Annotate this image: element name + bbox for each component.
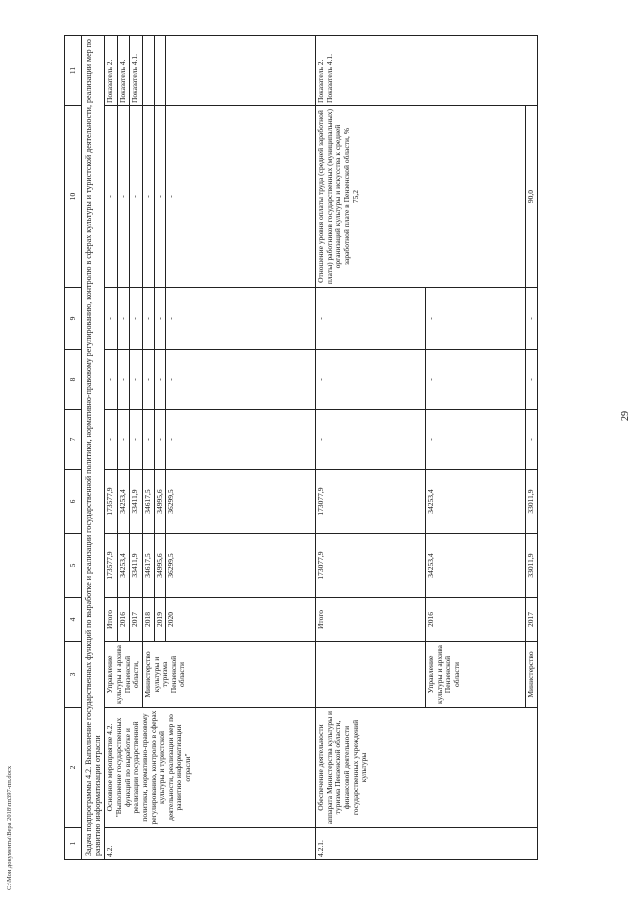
col-header: 7 [65,410,82,470]
year-cell: 2019 [154,598,166,642]
table-row [105,36,118,860]
row-number: 4.2. [105,828,316,860]
rotated-table-sheet [64,36,618,860]
year-cell: 2017 [526,598,538,642]
value-cell: - [154,350,166,410]
task-title: Задача подпрограммы 4.2. Выполнение государственных функций по выработке и реализации государственной политики, нормативно-правовому регулированию, контролю в сферах культуры и туристской деятельности, реализации мер по развитию информатизации отрасли [82,36,105,860]
value-cell: 34995,6 [154,534,166,598]
value-cell: - [426,288,526,350]
indicator-cell: - [166,106,316,288]
indicator-ref [166,36,316,106]
value-cell: 34253,4 [426,534,526,598]
executor: Министерство культуры и туризма Пензенской области [142,642,315,708]
program-table [64,35,538,860]
col-header: 4 [65,598,82,642]
indicator-cell [316,106,526,288]
file-path-footer: С:\Мои документы\Вера 2018\пп397-пп.docx [6,765,13,890]
column-number-row [65,36,82,860]
col-header: 10 [65,106,82,288]
indicator-ref: Показатель 2. [105,36,118,106]
value-cell: - [166,288,316,350]
value-cell: - [426,350,526,410]
year-cell: Итого [105,598,118,642]
indicator-value: 90,0 [526,106,538,288]
indicator-ref: Показатель 4. [117,36,130,106]
indicator-cell: - [154,106,166,288]
executor [316,642,426,708]
row-number: 4.2.1. [316,828,538,860]
col-header: 3 [65,642,82,708]
value-cell: - [166,350,316,410]
table-row [316,36,426,860]
year-cell: Итого [316,598,426,642]
value-cell: - [117,288,130,350]
executor: Министерство [526,642,538,708]
col-header: 2 [65,708,82,828]
year-cell: 2018 [142,598,154,642]
value-cell: - [105,288,118,350]
value-cell: 34253,4 [426,470,526,534]
indicator-ref: Показатель 2. Показатель 4.1. [316,36,538,106]
col-header: 5 [65,534,82,598]
indicator-ref [142,36,154,106]
value-cell: 34617,5 [142,470,154,534]
value-cell: - [526,288,538,350]
value-cell: 33411,9 [130,534,143,598]
value-cell: - [316,288,426,350]
value-cell: - [130,410,143,470]
year-cell: 2016 [117,598,130,642]
value-cell: - [117,350,130,410]
value-cell: 33411,9 [130,470,143,534]
indicator-value: 75,2 [350,189,360,204]
value-cell: - [316,410,426,470]
value-cell: 173077,9 [316,470,426,534]
col-header: 8 [65,350,82,410]
indicator-cell: - [105,106,118,288]
value-cell: 34253,4 [117,534,130,598]
col-header: 6 [65,470,82,534]
indicator-cell: - [117,106,130,288]
value-cell: - [130,288,143,350]
value-cell: - [142,288,154,350]
value-cell: - [117,410,130,470]
value-cell: 34995,6 [154,470,166,534]
value-cell: 33011,9 [526,470,538,534]
value-cell: 34617,5 [142,534,154,598]
value-cell: - [130,350,143,410]
year-cell: 2020 [166,598,316,642]
value-cell: 36299,5 [166,470,316,534]
value-cell: - [105,410,118,470]
value-cell: - [154,288,166,350]
year-cell: 2017 [130,598,143,642]
value-cell: - [526,350,538,410]
page-number: 29 [620,411,631,421]
indicator-ref [154,36,166,106]
executor: Управление культуры и архива Пензенской области [426,642,526,708]
value-cell: - [154,410,166,470]
task-row [82,36,105,860]
activity-name: Обеспечение деятельности аппарата Министерства культуры и туризма Пензенской области, финансовой деятельности государственных учреждений культуры [316,708,538,828]
value-cell: 173077,9 [316,534,426,598]
col-header: 9 [65,288,82,350]
value-cell: - [142,350,154,410]
value-cell: 173577,9 [105,534,118,598]
col-header: 11 [65,36,82,106]
executor: Управление культуры и архива Пензенской области, [105,642,143,708]
value-cell: - [166,410,316,470]
value-cell: - [426,410,526,470]
value-cell: 34253,4 [117,470,130,534]
indicator-description: Отношение уровня оплаты труда (средней заработной платы) работников государственных (муниципальных) организаций культуры и искусства к средней заработной плате в Пензенской области, % [316,108,351,285]
col-header: 1 [65,828,82,860]
value-cell: - [105,350,118,410]
activity-name: Основное мероприятие 4.2. "Выполнение государственных функций по выработке и реализации государственной политики, нормативно-правовому регулированию, контролю в сферах культуры и туристской деятельности, реализации мер по развитию информатизации отрасли" [105,708,316,828]
value-cell: - [526,410,538,470]
year-cell: 2016 [426,598,526,642]
value-cell: - [316,350,426,410]
value-cell: - [142,410,154,470]
indicator-ref: Показатель 4.1. [130,36,143,106]
value-cell: 173577,9 [105,470,118,534]
indicator-cell: - [130,106,143,288]
value-cell: 36299,5 [166,534,316,598]
indicator-cell: - [142,106,154,288]
value-cell: 33011,9 [526,534,538,598]
